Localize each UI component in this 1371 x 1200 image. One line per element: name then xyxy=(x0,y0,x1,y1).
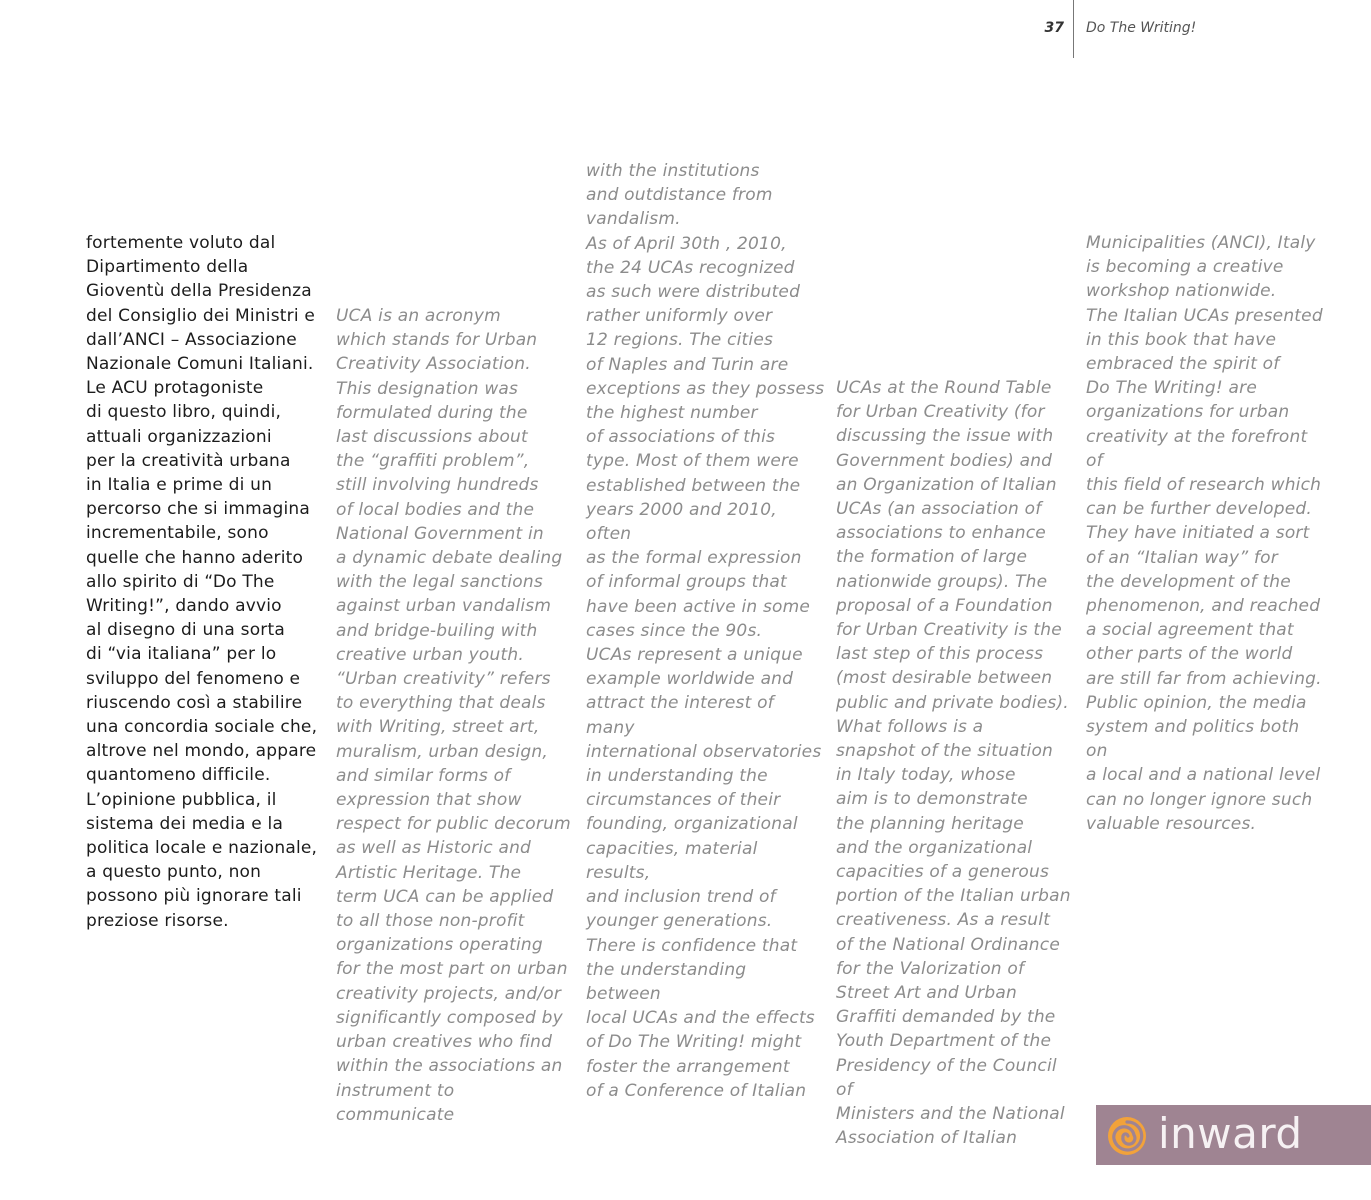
page-header xyxy=(0,18,1371,42)
logo-text: inward xyxy=(1158,1109,1303,1158)
spiral-icon xyxy=(1106,1115,1148,1157)
italian-text-column: fortemente voluto dal Dipartimento della Gioventù della Presidenza del Consiglio dei Ministri e dall’ANCI – Associazione Nazionale Comuni Italiani. Le ACU protagoniste di questo libro, quindi, attuali organizzazioni per la creatività urbana in Italia e prime di un percorso che si immagina incrementabile, sono quelle che hanno aderito allo spirito di “Do The Writing!”, dando avvio al disegno di una sorta di “via italiana” per lo sviluppo del fenomeno e riuscendo così a stabilire una concordia sociale che, altrove nel mondo, appare quantomeno difficile. L’opinione pubblica, il sistema dei media e la politica locale e nazionale, a questo punto, non possono più ignorare tali preziose risorse. xyxy=(86,233,318,931)
english-text-column-2: with the institutions and outdistance from vandalism. As of April 30th , 2010, the 24 UCAs recognized as such were distributed rather uniformly over 12 regions. The cities of Naples and Turin are exceptions as they possess the highest number of associations of this type. Most of them were established between the years 2000 and 2010, often as the formal expression of informal groups that have been active in some cases since the 90s. UCAs represent a unique example worldwide and attract the interest of many international observatories in understanding the circumstances of their founding, organizational capacities, material results, and inclusion trend of younger generations. There is confidence that the understanding between local UCAs and the effects of Do The Writing! might foster the arrangement of a Conference of Italian xyxy=(586,161,825,1101)
english-text-column-3: UCAs at the Round Table for Urban Creativity (for discussing the issue with Government bodies) and an Organization of Italian UCAs (an association of associations to enhance the formation of large nationwide groups). The proposal of a Foundation for Urban Creativity is the last step of this process (most desirable between public and private bodies). What follows is a snapshot of the situation in Italy today, whose aim is to demonstrate the planning heritage and the organizational capacities of a generous portion of the Italian urban creativeness. As a result of the National Ordinance for the Valorization of Street Art and Urban Graffiti demanded by the Youth Department of the Presidency of the Council of Ministers and the National Association of Italian xyxy=(836,378,1071,1149)
english-text-column-4: Municipalities (ANCI), Italy is becoming a creative workshop nationwide. The Italian UCAs presented in this book that have embraced the spirit of Do The Writing! are organizations for urban creativity at the forefront of this field of research which can be further developed. They have initiated a sort of an “Italian way” for the development of the phenomenon, and reached a social agreement that other parts of the world are still far from achieving. Public opinion, the media system and politics both on a local and a national level can no longer ignore such valuable resources. xyxy=(1086,233,1323,834)
english-text-column-1: UCA is an acronym which stands for Urban Creativity Association. This designation was formulated during the last discussions about the “graffiti problem”, still involving hundreds of local bodies and the National Government in a dynamic debate dealing with the legal sanctions against urban vandalism and bridge-builing with creative urban youth. “Urban creativity” refers to everything that deals with Writing, street art, muralism, urban design, and similar forms of expression that show respect for public decorum as well as Historic and Artistic Heritage. The term UCA can be applied to all those non-profit organizations operating for the most part on urban creativity projects, and/or significantly composed by urban creatives who find within the associations an instrument to communicate xyxy=(336,306,571,1125)
header-divider xyxy=(1073,0,1074,58)
running-title: Do The Writing! xyxy=(1086,20,1197,36)
page-number: 37 xyxy=(1044,20,1064,36)
inward-logo xyxy=(1096,1105,1371,1165)
